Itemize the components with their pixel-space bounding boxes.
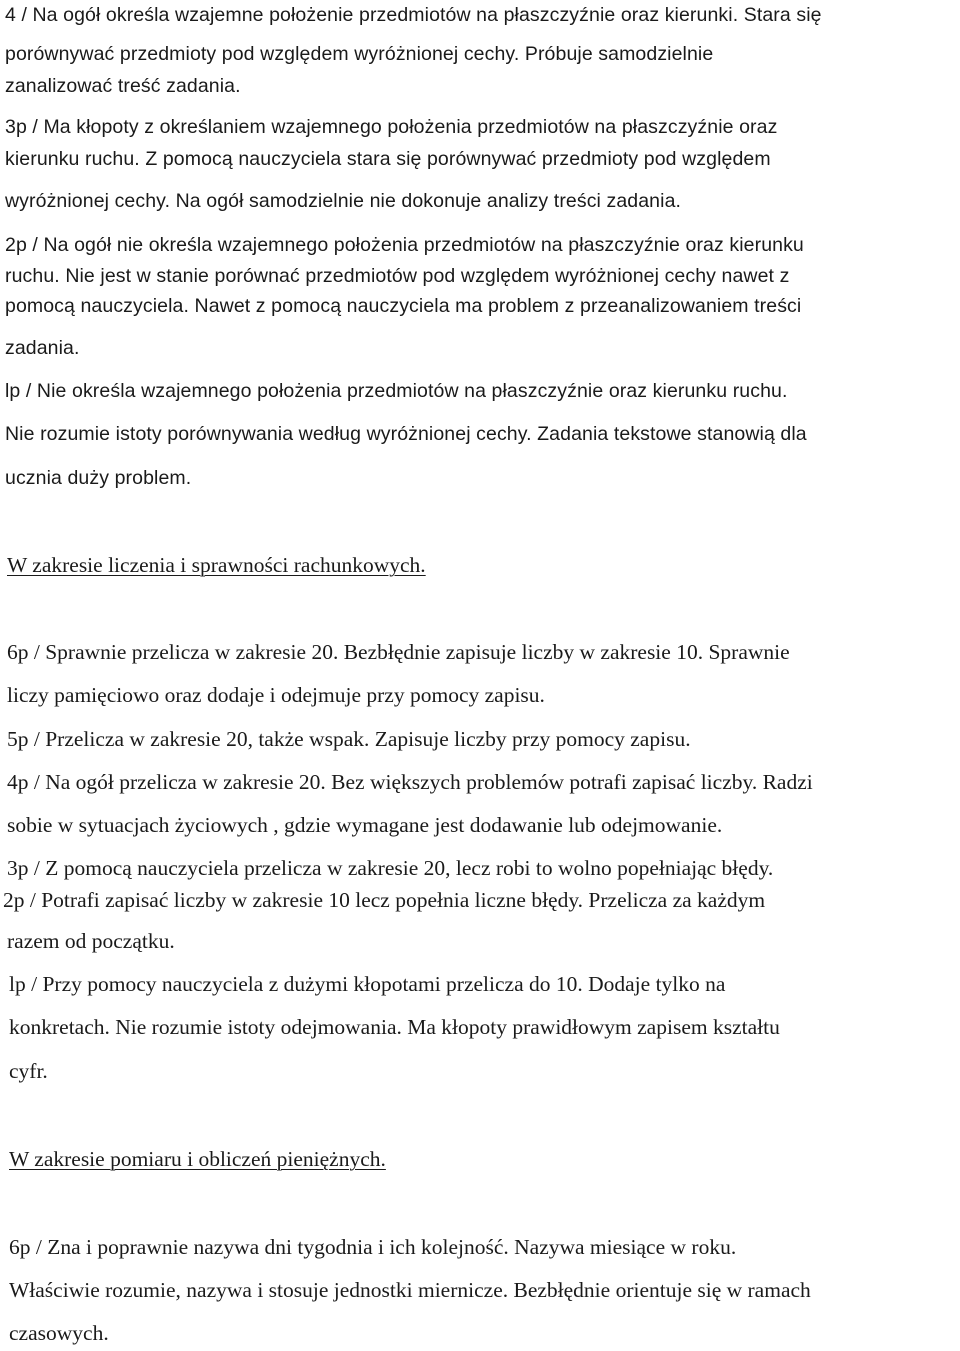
text-line: konkretach. Nie rozumie istoty odejmowania. Ma kłopoty prawidłowym zapisem kształtu [9,1015,780,1039]
text-line: 2p / Na ogół nie określa wzajemnego położenia przedmiotów na płaszczyźnie oraz kierunku [5,234,804,256]
text-line: kierunku ruchu. Z pomocą nauczyciela stara się porównywać przedmioty pod względem [5,148,771,170]
text-line: 5p / Przelicza w zakresie 20, także wspak. Zapisuje liczby przy pomocy zapisu. [7,727,691,751]
text-line: Właściwie rozumie, nazywa i stosuje jednostki miernicze. Bezbłędnie orientuje się w ramach [9,1278,811,1302]
text-line: cyfr. [9,1059,48,1083]
section-heading-counting: W zakresie liczenia i sprawności rachunkowych. [7,553,426,577]
text-line: liczy pamięciowo oraz dodaje i odejmuje przy pomocy zapisu. [7,683,545,707]
text-line: 6p / Sprawnie przelicza w zakresie 20. Bezbłędnie zapisuje liczby w zakresie 10. Sprawnie [7,640,790,664]
text-line: zadania. [5,337,80,359]
text-line: 6p / Zna i poprawnie nazywa dni tygodnia i ich kolejność. Nazywa miesiące w roku. [9,1235,737,1259]
text-line: czasowych. [9,1321,109,1345]
text-line: porównywać przedmioty pod względem wyróżnionej cechy. Próbuje samodzielnie [5,43,714,65]
text-line: wyróżnionej cechy. Na ogół samodzielnie nie dokonuje analizy treści zadania. [5,190,682,212]
text-line: lp / Nie określa wzajemnego położenia przedmiotów na płaszczyźnie oraz kierunku ruchu. [5,380,788,402]
text-line: 3p / Z pomocą nauczyciela przelicza w zakresie 20, lecz robi to wolno popełniając błędy. [7,856,774,880]
text-line: ucznia duży problem. [5,467,192,489]
section-heading-measurement: W zakresie pomiaru i obliczeń pieniężnych. [9,1147,386,1171]
text-line: 4 / Na ogół określa wzajemne położenie przedmiotów na płaszczyźnie oraz kierunki. Stara się [5,4,822,26]
text-line: pomocą nauczyciela. Nawet z pomocą nauczyciela ma problem z przeanalizowaniem treści [5,295,802,317]
text-line: 3p / Ma kłopoty z określaniem wzajemnego położenia przedmiotów na płaszczyźnie oraz [5,116,778,138]
text-line: 2p / Potrafi zapisać liczby w zakresie 10 lecz popełnia liczne błędy. Przelicza za każdym [3,888,766,912]
text-line: ruchu. Nie jest w stanie porównać przedmiotów pod względem wyróżnionej cechy nawet z [5,265,790,287]
text-line: razem od początku. [7,929,175,953]
text-line: Nie rozumie istoty porównywania według wyróżnionej cechy. Zadania tekstowe stanowią dla [5,423,807,445]
text-line: zanalizować treść zadania. [5,75,241,97]
text-line: sobie w sytuacjach życiowych , gdzie wymagane jest dodawanie lub odejmowanie. [7,813,723,837]
text-line: 4p / Na ogół przelicza w zakresie 20. Bez większych problemów potrafi zapisać liczby. Radzi [7,770,813,794]
text-line: lp / Przy pomocy nauczyciela z dużymi kłopotami przelicza do 10. Dodaje tylko na [9,972,726,996]
